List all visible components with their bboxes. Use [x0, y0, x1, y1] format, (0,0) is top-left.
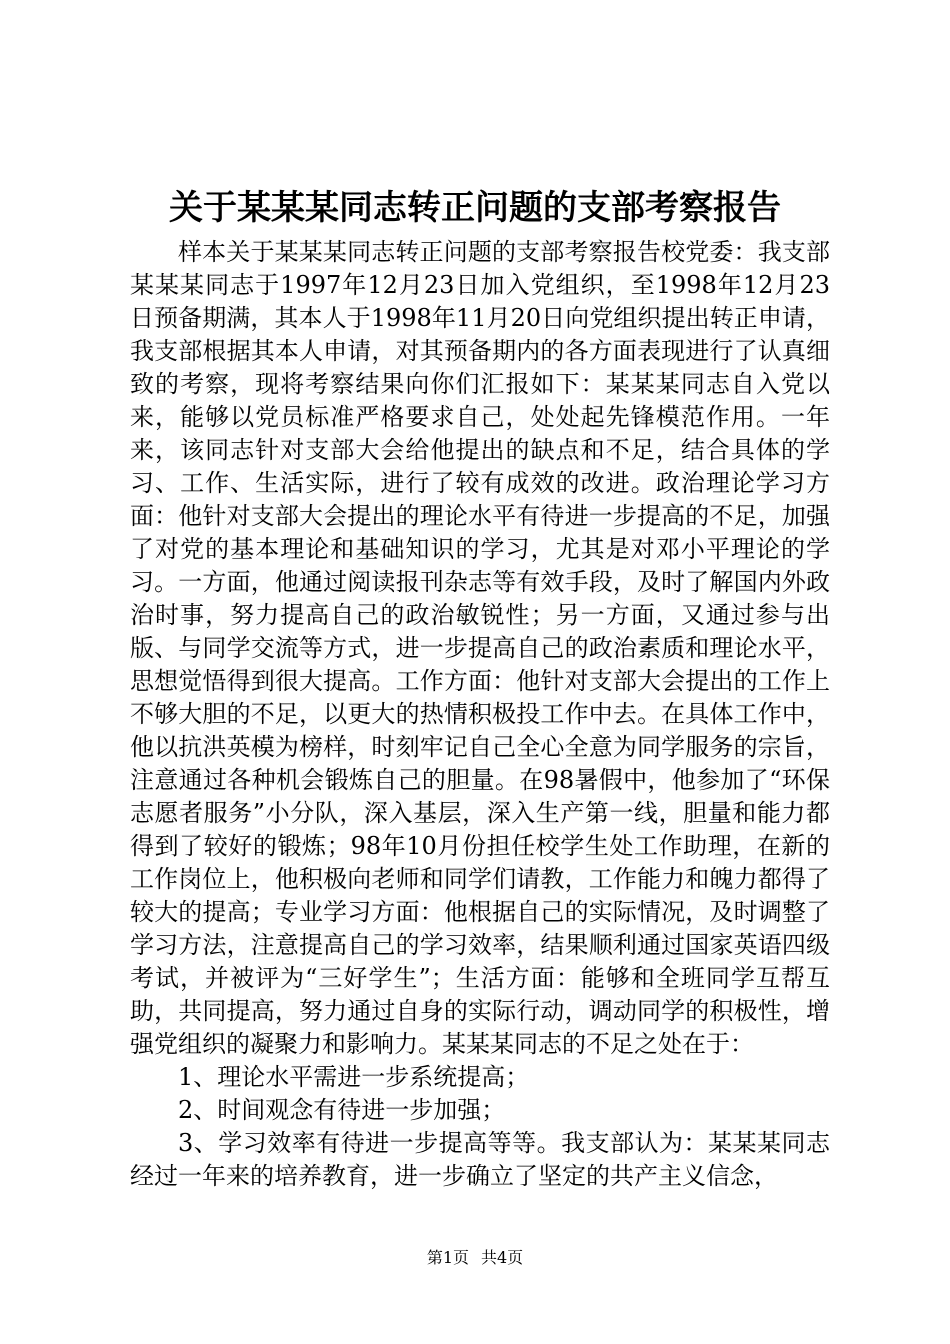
- list-item-1: 1、理论水平需进一步系统提高；: [178, 1063, 530, 1091]
- closing-paragraph: 3、学习效率有待进一步提高等等。我支部认为：某某某同志经过一年来的培养教育，进一步确立了坚定的共产主义信念，: [130, 1129, 830, 1190]
- body-paragraph: 样本关于某某某同志转正问题的支部考察报告校党委：我支部某某某同志于1997年12月23日加入党组织，至1998年12月23日预备期满，其本人于1998年11月20日向党组织提出转正申请，我支部根据其本人申请，对其预备期内的各方面表现进行了认真细致的考察，现将考察结果向你们汇报如下：某某某同志自入党以来，能够以党员标准严格要求自己，处处起先锋模范作用。一年来，该同志针对支部大会给他提出的缺点和不足，结合具体的学习、工作、生活实际，进行了较有成效的改进。政治理论学习方面：他针对支部大会提出的理论水平有待进一步提高的不足，加强了对党的基本理论和基础知识的学习，尤其是对邓小平理论的学习。一方面，他通过阅读报刊杂志等有效手段，及时了解国内外政治时事，努力提高自己的政治敏锐性；另一方面，又通过参与出版、与同学交流等方式，进一步提高自己的政治素质和理论水平，思想觉悟得到很大提高。工作方面：他针对支部大会提出的工作上不够大胆的不足，以更大的热情积极投工作中去。在具体工作中，他以抗洪英模为榜样，时刻牢记自己全心全意为同学服务的宗旨，注意通过各种机会锻炼自己的胆量。在98暑假中，他参加了“环保志愿者服务”小分队，深入基层，深入生产第一线，胆量和能力都得到了较好的锻炼；98年10月份担任校学生处工作助理，在新的工作岗位上，他积极向老师和同学们请教，工作能力和魄力都得了较大的提高；专业学习方面：他根据自己的实际情况，及时调整了学习方法，注意提高自己的学习效率，结果顺利通过国家英语四级考试，并被评为“三好学生”；生活方面：能够和全班同学互帮互助，共同提高，努力通过自身的实际行动，调动同学的积极性，增强党组织的凝聚力和影响力。某某某同志的不足之处在于：: [130, 238, 830, 1058]
- page-footer: [0, 1247, 950, 1269]
- page-total: 共4页: [481, 1248, 524, 1267]
- document-title: 关于某某某同志转正问题的支部考察报告: [169, 188, 781, 228]
- document-body: [130, 236, 830, 1193]
- page-number: 第1页: [426, 1248, 469, 1267]
- list-item-2: 2、时间观念有待进一步加强；: [178, 1096, 506, 1124]
